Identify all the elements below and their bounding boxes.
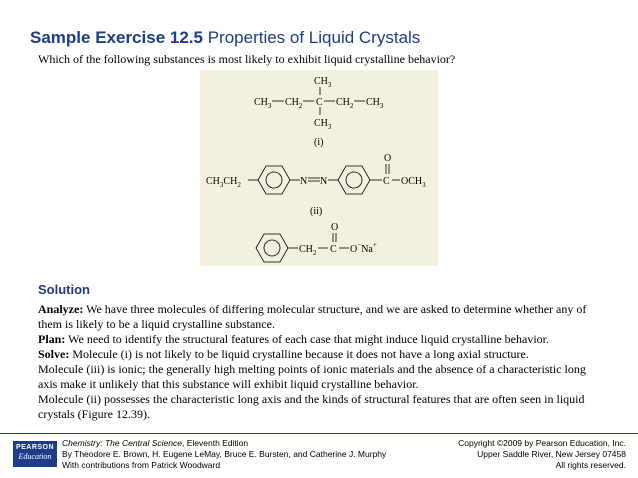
logo-bottom-text: Education: [18, 452, 52, 461]
svg-text:CH3: $CH_3$: [254, 97, 272, 110]
rights-line: All rights reserved.: [555, 460, 626, 470]
footer-authors: By Theodore E. Brown, H. Eugene LeMay, Bruce E. Bursten, and Catherine J. Murphy: [62, 449, 387, 459]
solution-body: [38, 302, 598, 422]
question-text: Which of the following substances is most likely to exhibit liquid crystalline behavior?: [38, 52, 456, 66]
molecule-figure: [200, 70, 438, 266]
address-line: Upper Saddle River, New Jersey 07458: [477, 449, 626, 459]
svg-text:OCH3: $OCH_3$: [401, 176, 426, 189]
exercise-number: Sample Exercise 12.5: [30, 28, 203, 47]
slide-title: [30, 28, 420, 48]
svg-text:O−Na+: O−Na+: [350, 241, 377, 255]
label-molecule-i: (i): [314, 137, 324, 148]
footer-divider: [0, 433, 638, 434]
svg-text:CH3: $CH_3$: [366, 97, 384, 110]
label-molecule-ii: (ii): [310, 206, 323, 217]
solution-paragraph-2: Molecule (iii) is ionic; the generally high melting points of ionic materials and the absence of a characteristic long axis make it unlikely that this substance will exhibit liquid crystalline behavior.: [38, 362, 586, 391]
solution-heading: Solution: [38, 282, 90, 297]
svg-text:CH2: $CH_2$: [336, 97, 354, 110]
svg-text:CH2: $CH_2$: [285, 97, 303, 110]
svg-text:CH2: $CH_2$: [299, 244, 317, 257]
book-edition: , Eleventh Edition: [182, 438, 249, 448]
analyze-label: Analyze:: [38, 302, 84, 316]
solve-text: Molecule (i) is not likely to be liquid crystalline because it does not have a long axial structure.: [69, 347, 529, 361]
svg-text:O: O: [331, 222, 339, 233]
footer-copyright: [458, 438, 626, 471]
svg-text:N: N: [300, 176, 308, 187]
svg-text:CH3: $CH_3$: [314, 76, 332, 89]
pearson-logo: [13, 441, 57, 467]
molecule-structures: [200, 70, 438, 266]
molecule-ii: [206, 153, 426, 217]
molecule-i: [254, 76, 384, 148]
solve-label: Solve:: [38, 347, 70, 361]
exercise-subject: Properties of Liquid Crystals: [207, 28, 421, 47]
svg-text:C: C: [316, 97, 323, 108]
book-title: Chemistry: The Central Science: [62, 438, 182, 448]
molecule-iii: [256, 222, 377, 262]
solution-paragraph-3: Molecule (ii) possesses the characteristic long axis and the kinds of structural features that are often seen in liquid crystals (Figure 12.39).: [38, 392, 585, 421]
footer-contributions: With contributions from Patrick Woodward: [62, 460, 221, 470]
footer-title-line: [62, 438, 386, 449]
plan-label: Plan:: [38, 332, 66, 346]
plan-text: We need to identify the structural features of each case that might induce liquid crystalline behavior.: [65, 332, 549, 346]
logo-top-text: PEARSON: [15, 444, 55, 451]
svg-text:CH3: $CH_3$: [314, 118, 332, 131]
svg-text:N: N: [320, 176, 328, 187]
svg-text:O: O: [384, 153, 392, 164]
svg-text:C: C: [383, 176, 390, 187]
solution-paragraph-1: [38, 302, 598, 362]
analyze-text: We have three molecules of differing molecular structure, and we are asked to determine whether any of them is likely to be a liquid crystalline substance.: [38, 302, 587, 331]
footer-book-info: [62, 438, 386, 471]
svg-text:C: C: [330, 244, 337, 255]
svg-text:CH3CH2: $CH_3CH_2$: [206, 176, 241, 189]
copyright-line: Copyright ©2009 by Pearson Education, Inc.: [458, 438, 626, 448]
